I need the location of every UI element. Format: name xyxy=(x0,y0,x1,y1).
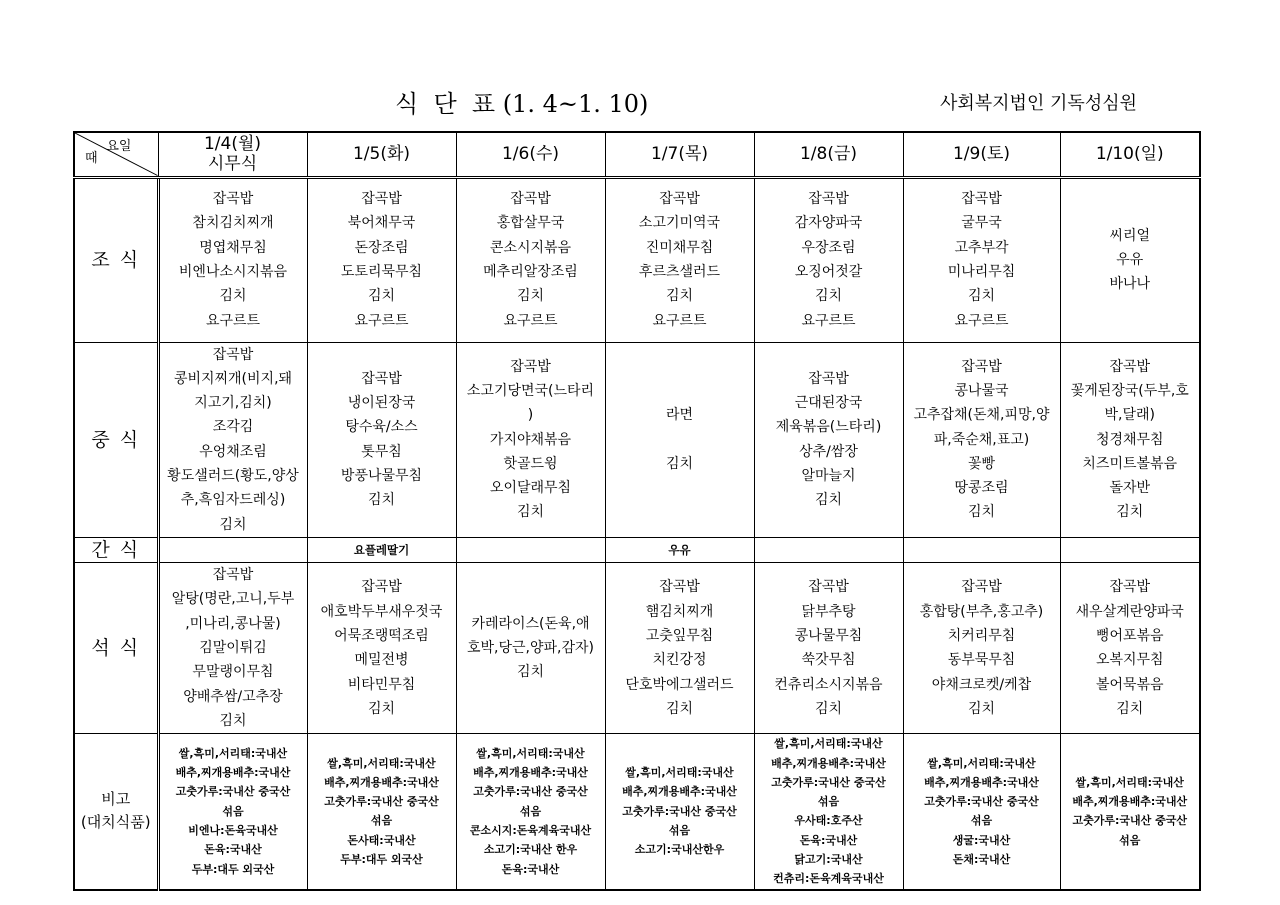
menu-cell xyxy=(903,342,1060,537)
menu-cell xyxy=(605,177,754,342)
menu-item: 잡곡밥 xyxy=(659,191,700,208)
menu-item: 뻥어포볶음 xyxy=(1095,627,1164,644)
menu-item: 미나리무침 xyxy=(947,264,1016,280)
menu-item: 김치 xyxy=(967,288,996,305)
menu-item: 김치 xyxy=(814,492,843,509)
menu-item: 고추잡채(돈채,피망,양 xyxy=(913,407,1050,424)
menu-item: 섞음 xyxy=(370,814,393,828)
menu-cell xyxy=(903,177,1060,342)
dinner-row xyxy=(74,563,1200,734)
menu-item: 배추,찌개용배추:국내산 xyxy=(473,766,588,780)
menu-item: 콘소시지볶음 xyxy=(489,239,572,256)
menu-item: 두부:대두 외국산 xyxy=(191,862,275,876)
menu-item: 가지야채볶음 xyxy=(489,431,572,448)
menu-item: 잡곡밥 xyxy=(361,370,402,387)
menu-cell xyxy=(1060,177,1200,342)
menu-item: 쌀,흑미,서리태:국내산 xyxy=(774,737,883,751)
menu-cell xyxy=(307,537,456,562)
menu-item: 컨츄리소시지볶음 xyxy=(774,676,883,693)
notes-label-line2: (대치식품) xyxy=(80,813,151,832)
menu-item: 고춧가루:국내산 중국산 xyxy=(473,785,588,799)
menu-item: 잡곡밥 xyxy=(510,191,551,208)
menu-item: 참치김치찌개 xyxy=(192,215,274,232)
menu-cell xyxy=(754,563,903,734)
menu-cell xyxy=(158,537,307,562)
menu-item: 섞음 xyxy=(1119,833,1141,847)
page-title: 식 단 표 (1. 4~1. 10) xyxy=(395,90,649,118)
menu-cell xyxy=(158,563,307,734)
menu-item: 김치 xyxy=(814,700,843,717)
row-label-snack: 간 식 xyxy=(74,537,158,562)
menu-item: 잡곡밥 xyxy=(361,191,402,208)
menu-item: 치킨강정 xyxy=(652,652,707,669)
menu-item: 고춧가루:국내산 중국산 xyxy=(324,795,439,809)
menu-item: 비엔나소시지볶음 xyxy=(178,264,288,280)
menu-cell xyxy=(754,177,903,342)
menu-item: 섞음 xyxy=(222,804,244,818)
menu-item: 라면 xyxy=(665,407,694,424)
menu-item: 볼어묵볶음 xyxy=(1095,676,1164,693)
day-header xyxy=(1060,132,1200,177)
menu-item: 잡곡밥 xyxy=(659,579,700,596)
day-header xyxy=(754,132,903,177)
day-date: 1/6(수) xyxy=(501,144,560,165)
menu-item: 섞음 xyxy=(817,795,840,809)
menu-item: 김치 xyxy=(665,288,694,305)
menu-item: 돌자반 xyxy=(1109,480,1151,497)
menu-item: 고춧가루:국내산 중국산 xyxy=(924,795,1039,809)
menu-item: 고추부각 xyxy=(954,239,1009,256)
menu-item: 비타민무침 xyxy=(347,676,416,693)
menu-item: 치커리무침 xyxy=(947,627,1016,644)
menu-item: 돈육:국내산 xyxy=(204,843,262,857)
menu-item: 탕수육/소스 xyxy=(345,419,418,436)
menu-item: 햄김치찌개 xyxy=(645,603,714,620)
menu-cell xyxy=(456,563,605,734)
menu-item: 요구르트 xyxy=(205,312,261,329)
menu-item: 김치 xyxy=(367,492,396,509)
menu-cell xyxy=(456,177,605,342)
day-header xyxy=(456,132,605,177)
menu-item: 조각김 xyxy=(212,419,254,436)
menu-cell xyxy=(754,734,903,890)
menu-item: 꽃게된장국(두부,호 xyxy=(1070,382,1189,399)
menu-item: 오복지무침 xyxy=(1095,652,1164,669)
menu-item: 후르츠샐러드 xyxy=(638,264,721,280)
menu-item: 돈채:국내산 xyxy=(952,853,1011,867)
menu-item: 김치 xyxy=(516,664,545,681)
row-label-lunch: 중 식 xyxy=(74,342,158,537)
menu-item: 톳무침 xyxy=(361,443,402,460)
menu-item: 쌀,흑미,서리태:국내산 xyxy=(927,756,1036,770)
menu-item: 김치 xyxy=(516,288,545,305)
day-header xyxy=(158,132,307,177)
menu-item: 잡곡밥 xyxy=(808,191,849,208)
day-date: 1/5(화) xyxy=(352,144,411,165)
menu-item: 잡곡밥 xyxy=(361,579,402,596)
menu-item: 지고기,김치) xyxy=(194,395,272,412)
menu-item: 비엔나:돈육국내산 xyxy=(188,824,278,838)
day-header xyxy=(903,132,1060,177)
menu-cell xyxy=(307,177,456,342)
menu-item: 쌀,흑미,서리태:국내산 xyxy=(476,746,585,760)
menu-item: 양배추쌈/고추장 xyxy=(183,688,283,705)
menu-item: 요플레딸기 xyxy=(353,543,410,558)
menu-item: 카레라이스(돈육,애 xyxy=(471,615,590,632)
menu-item: 돈육:국내산 xyxy=(799,833,858,847)
notes-row xyxy=(74,734,1200,890)
corner-cell xyxy=(74,132,158,177)
menu-item: 우유 xyxy=(668,543,691,558)
menu-item: 고춧가루:국내산 중국산 xyxy=(771,775,886,789)
menu-item: 콩나물국 xyxy=(954,382,1009,399)
menu-item: 배추,찌개용배추:국내산 xyxy=(324,775,439,789)
menu-item: 방풍나물무침 xyxy=(340,467,423,484)
menu-item: 잡곡밥 xyxy=(961,358,1002,375)
menu-item: 콩나물무침 xyxy=(794,627,863,644)
menu-item: 생굴:국내산 xyxy=(952,833,1011,847)
menu-item: 진미채무침 xyxy=(645,239,714,256)
menu-item: 무말랭이무침 xyxy=(192,664,274,681)
notes-label-line1: 비고 xyxy=(101,790,131,809)
menu-item: 요구르트 xyxy=(801,312,856,329)
menu-item: 알탕(명란,고니,두부 xyxy=(171,591,295,608)
menu-cell xyxy=(1060,563,1200,734)
menu-item: 소고기당면국(느타리 xyxy=(466,382,595,399)
menu-cell xyxy=(158,342,307,537)
menu-cell xyxy=(1060,734,1200,890)
menu-item: 우장조림 xyxy=(801,239,856,256)
menu-item: 메밀전병 xyxy=(354,652,409,669)
menu-cell xyxy=(1060,537,1200,562)
menu-item: 새우살계란양파국 xyxy=(1075,603,1184,620)
menu-item: 소고기미역국 xyxy=(638,215,721,232)
menu-item: 섞음 xyxy=(668,824,691,838)
menu-item: 컨츄리:돈육계육국내산 xyxy=(773,872,884,886)
menu-item: 동부묵무침 xyxy=(947,652,1016,669)
menu-cell xyxy=(307,563,456,734)
menu-item: 배추,찌개용배추:국내산 xyxy=(175,766,291,780)
menu-item: 쌀,흑미,서리태:국내산 xyxy=(625,766,734,780)
menu-item: 박,달래) xyxy=(1104,407,1155,424)
menu-item: 치즈미트볼볶음 xyxy=(1082,455,1178,472)
menu-item: 굴무국 xyxy=(961,215,1002,232)
menu-item: 김치 xyxy=(367,288,396,305)
menu-item: 상추/쌈장 xyxy=(799,443,858,460)
menu-item: 단호박에그샐러드 xyxy=(625,676,734,693)
menu-cell xyxy=(605,563,754,734)
menu-item: 꽃빵 xyxy=(967,455,996,472)
menu-item: 잡곡밥 xyxy=(808,370,849,387)
menu-item: 씨리얼 xyxy=(1109,227,1151,244)
menu-item: 북어채무국 xyxy=(347,215,416,232)
menu-item: 제육볶음(느타리) xyxy=(775,419,882,436)
menu-item: 소고기:국내산 한우 xyxy=(483,843,578,857)
menu-item: 요구르트 xyxy=(954,312,1009,329)
day-date: 1/8(금) xyxy=(799,144,858,165)
menu-item: 배추,찌개용배추:국내산 xyxy=(622,785,737,799)
menu-item: 배추,찌개용배추:국내산 xyxy=(771,756,886,770)
menu-item: 잡곡밥 xyxy=(212,191,254,208)
menu-item: 김치 xyxy=(665,700,694,717)
menu-cell xyxy=(158,177,307,342)
menu-item: 요구르트 xyxy=(354,312,409,329)
day-date: 1/7(목) xyxy=(650,144,709,165)
menu-item: 오징어젓갈 xyxy=(794,264,863,280)
meal-plan-table xyxy=(73,131,1201,891)
corner-time-label: 때 xyxy=(85,151,98,167)
menu-item: ) xyxy=(527,407,534,424)
menu-item: 김치 xyxy=(219,288,247,305)
menu-cell xyxy=(903,537,1060,562)
menu-item: 핫골드윙 xyxy=(503,455,558,472)
menu-cell xyxy=(456,734,605,890)
menu-item: 김치 xyxy=(814,288,843,305)
menu-item: 애호박두부새우젓국 xyxy=(320,603,443,620)
menu-cell xyxy=(605,537,754,562)
day-header-row xyxy=(74,132,1200,177)
menu-cell xyxy=(158,734,307,890)
menu-item: 콩비지찌개(비지,돼 xyxy=(173,370,293,387)
lunch-row xyxy=(74,342,1200,537)
menu-item: 잡곡밥 xyxy=(808,579,849,596)
menu-item: 잡곡밥 xyxy=(1109,358,1151,375)
day-date: 1/4(월) xyxy=(203,134,262,155)
menu-item: 섞음 xyxy=(970,814,993,828)
day-header xyxy=(605,132,754,177)
menu-item: 잡곡밥 xyxy=(1109,579,1151,596)
day-date: 1/10(일) xyxy=(1095,144,1164,165)
menu-item: 김치 xyxy=(516,504,545,521)
menu-item: 섞음 xyxy=(519,804,542,818)
day-note: 시무식 xyxy=(207,154,258,175)
menu-cell xyxy=(456,537,605,562)
menu-item: 요구르트 xyxy=(652,312,707,329)
menu-item: 오이달래무침 xyxy=(489,480,572,497)
menu-cell xyxy=(1060,342,1200,537)
menu-item: 쌀,흑미,서리태:국내산 xyxy=(178,746,288,760)
menu-item: 우유 xyxy=(1116,251,1144,268)
menu-item: 우엉채조림 xyxy=(199,443,267,460)
menu-item: 돈육:국내산 xyxy=(501,862,560,876)
menu-cell xyxy=(754,537,903,562)
row-label-breakfast: 조 식 xyxy=(74,177,158,342)
menu-item: 야채크로켓/케찹 xyxy=(931,676,1032,693)
menu-item: 김말이튀김 xyxy=(199,640,267,657)
menu-cell xyxy=(903,563,1060,734)
row-label-notes xyxy=(74,734,158,890)
menu-item: 닭고기:국내산 xyxy=(794,853,863,867)
snack-row xyxy=(74,537,1200,562)
menu-item: 김치 xyxy=(967,504,996,521)
menu-item: 메추리알장조림 xyxy=(483,264,578,280)
menu-item: 요구르트 xyxy=(503,312,558,329)
menu-item: 김치 xyxy=(665,455,694,472)
menu-item: 닭부추탕 xyxy=(801,603,856,620)
organization-name: 사회복지법인 기독성심원 xyxy=(940,93,1137,114)
menu-item: 홍합탕(부추,홍고추) xyxy=(919,603,1044,620)
menu-item: ,미나리,콩나물) xyxy=(185,615,281,632)
menu-cell xyxy=(605,734,754,890)
menu-item: 우사태:호주산 xyxy=(794,814,863,828)
menu-item: 콘소시지:돈육계육국내산 xyxy=(469,824,592,838)
menu-item: 김치 xyxy=(367,700,396,717)
menu-cell xyxy=(307,342,456,537)
menu-item: 냉이된장국 xyxy=(347,395,416,412)
menu-item: 고춧잎무침 xyxy=(645,627,714,644)
menu-item: 바나나 xyxy=(1109,276,1151,293)
day-date: 1/9(토) xyxy=(952,144,1011,165)
menu-item: 황도샐러드(황도,양상 xyxy=(167,467,299,484)
menu-item: 김치 xyxy=(1116,504,1144,521)
breakfast-row xyxy=(74,177,1200,342)
menu-item: 추,흑임자드레싱) xyxy=(180,492,286,509)
menu-item: 어묵조랭떡조림 xyxy=(334,627,429,644)
menu-item: 도토리묵무침 xyxy=(340,264,423,280)
menu-item: 김치 xyxy=(219,516,247,533)
menu-cell xyxy=(754,342,903,537)
menu-item xyxy=(608,428,752,452)
menu-item: 김치 xyxy=(219,712,247,729)
menu-item: 쌀,흑미,서리태:국내산 xyxy=(1075,775,1184,789)
day-header xyxy=(307,132,456,177)
menu-item: 명엽채무침 xyxy=(199,239,267,256)
menu-item: 김치 xyxy=(967,700,996,717)
menu-item: 감자양파국 xyxy=(794,215,863,232)
menu-item: 두부:대두 외국산 xyxy=(340,853,423,867)
menu-cell xyxy=(307,734,456,890)
menu-item: 잡곡밥 xyxy=(212,567,254,584)
menu-item: 쌀,흑미,서리태:국내산 xyxy=(327,756,436,770)
menu-item: 배추,찌개용배추:국내산 xyxy=(924,775,1039,789)
menu-item: 배추,찌개용배추:국내산 xyxy=(1072,795,1188,809)
menu-item: 돈장조림 xyxy=(354,239,409,256)
menu-cell xyxy=(605,342,754,537)
menu-item: 고춧가루:국내산 중국산 xyxy=(1072,814,1187,828)
menu-item: 홍합살무국 xyxy=(496,215,565,232)
menu-item: 파,죽순채,표고) xyxy=(933,431,1030,448)
menu-item: 알마늘지 xyxy=(801,467,856,484)
menu-item: 땅콩조림 xyxy=(954,480,1009,497)
corner-day-label: 요일 xyxy=(106,139,132,154)
menu-item: 돈사태:국내산 xyxy=(347,833,416,847)
menu-item: 소고기:국내산한우 xyxy=(634,843,725,857)
menu-item: 김치 xyxy=(1116,700,1144,717)
menu-item: 쑥갓무침 xyxy=(801,652,856,669)
menu-item: 청경채무침 xyxy=(1095,431,1164,448)
menu-cell xyxy=(903,734,1060,890)
menu-item: 잡곡밥 xyxy=(510,358,551,375)
menu-item: 근대된장국 xyxy=(794,395,863,412)
menu-item: 고춧가루:국내산 중국산 xyxy=(175,785,291,799)
menu-item: 호박,당근,양파,감자) xyxy=(466,640,594,657)
row-label-dinner: 석 식 xyxy=(74,563,158,734)
menu-item: 고춧가루:국내산 중국산 xyxy=(622,804,737,818)
menu-item: 잡곡밥 xyxy=(212,346,254,363)
menu-cell xyxy=(456,342,605,537)
menu-item: 잡곡밥 xyxy=(961,579,1002,596)
menu-item: 잡곡밥 xyxy=(961,191,1002,208)
